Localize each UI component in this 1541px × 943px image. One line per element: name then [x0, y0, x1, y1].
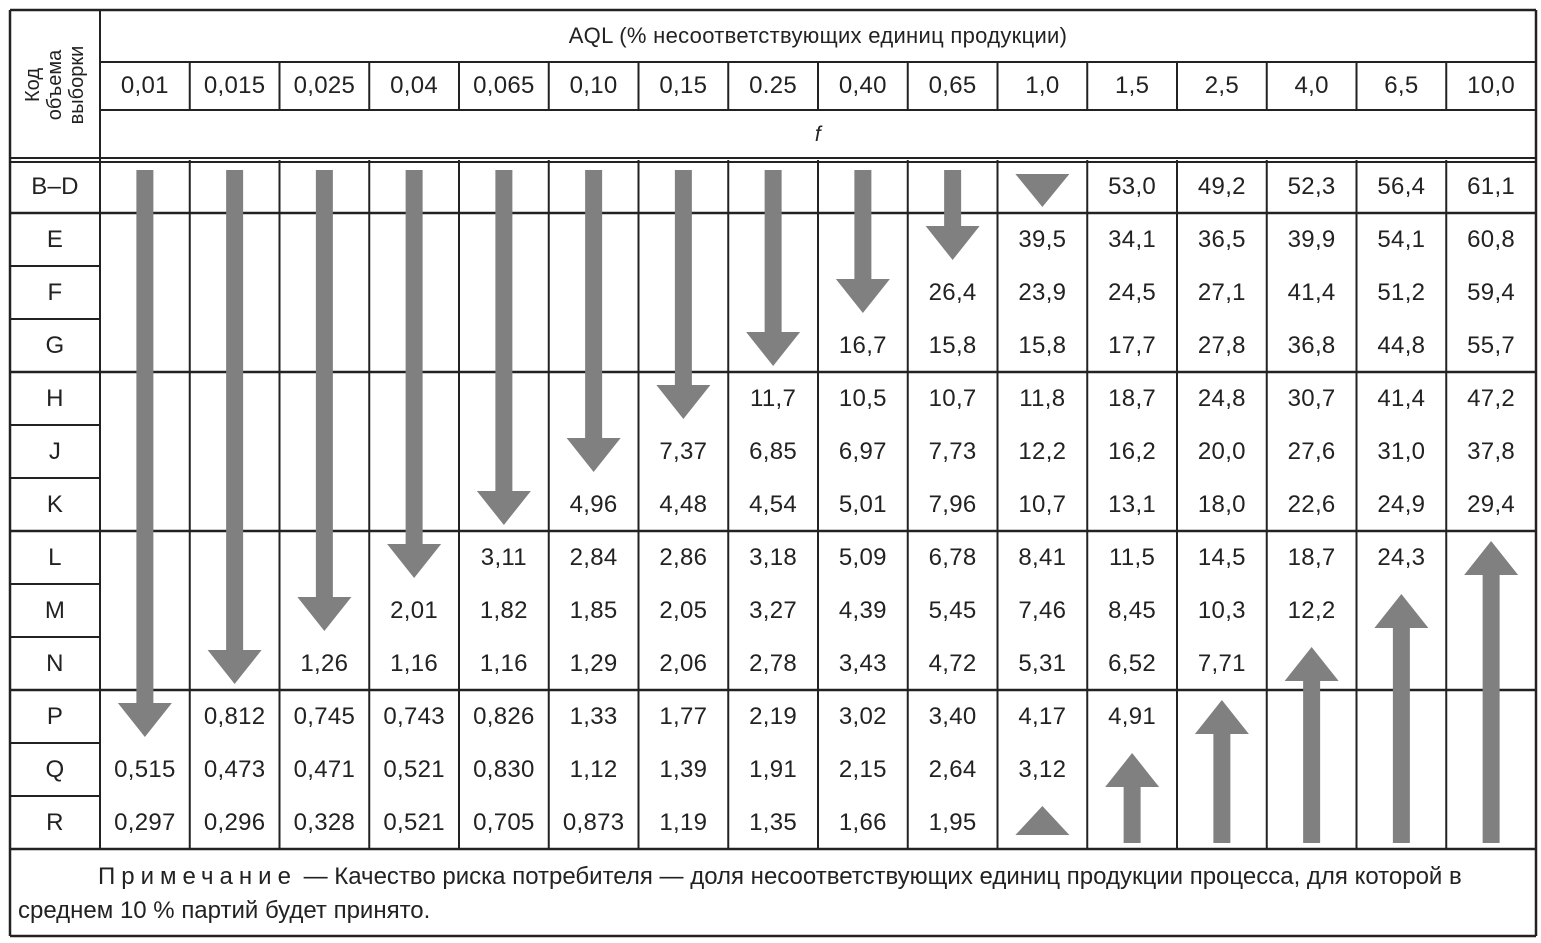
up-arrow-icon: [1015, 806, 1069, 835]
table-cell: 14,5: [1197, 543, 1246, 571]
table-cell: 2,15: [838, 755, 887, 783]
table-cell: 0,826: [473, 702, 535, 730]
aql-level-header: 0,01: [120, 72, 169, 99]
aql-title: AQL (% несоответствующих единиц продукции): [568, 23, 1068, 48]
table-cell: 37,8: [1467, 437, 1516, 465]
aql-level-header: 4,0: [1294, 72, 1329, 99]
table-cell: 11,7: [750, 384, 797, 412]
table-cell: 0,521: [383, 808, 445, 836]
table-cell: 18,7: [1287, 543, 1336, 571]
table-cell: 13,1: [1108, 490, 1157, 518]
table-cell: 26,4: [928, 278, 977, 306]
table-cell: 59,4: [1467, 278, 1516, 306]
table-cell: 61,1: [1467, 172, 1516, 200]
table-cell: 1,19: [659, 808, 708, 836]
table-cell: 2,01: [390, 596, 439, 624]
table-cell: 0,471: [293, 755, 356, 783]
table-cell: 1,66: [838, 808, 887, 836]
table-cell: 56,4: [1377, 172, 1426, 200]
row-code: N: [46, 649, 64, 677]
table-cell: 41,4: [1377, 384, 1426, 412]
aql-level-header: 0,025: [293, 72, 356, 99]
f-label: f: [814, 123, 822, 146]
up-arrow-icon: [1195, 700, 1249, 843]
table-cell: 2,84: [569, 543, 618, 571]
table-cell: 27,8: [1197, 331, 1246, 359]
table-cell: 2,78: [749, 649, 798, 677]
table-cell: 2,64: [928, 755, 977, 783]
table-cell: 54,1: [1377, 225, 1426, 253]
table-cell: 10,5: [838, 384, 887, 412]
table-cell: 4,96: [569, 490, 618, 518]
note-label: Примечание: [98, 863, 297, 890]
table-cell: 7,37: [659, 437, 708, 465]
table-cell: 60,8: [1467, 225, 1516, 253]
table-cell: 44,8: [1377, 331, 1426, 359]
table-cell: 39,5: [1018, 225, 1067, 253]
table-cell: 27,1: [1197, 278, 1246, 306]
table-cell: 6,97: [838, 437, 887, 465]
table-cell: 1,16: [390, 649, 439, 677]
row-code: R: [46, 808, 64, 836]
down-arrow-icon: [477, 170, 531, 525]
table-cell: 24,5: [1108, 278, 1157, 306]
table-cell: 0,515: [114, 755, 176, 783]
table-cell: 12,2: [1018, 437, 1067, 465]
table-cell: 18,0: [1197, 490, 1246, 518]
table-cell: 6,78: [928, 543, 977, 571]
aql-level-header: 6,5: [1384, 72, 1419, 99]
row-code: K: [46, 490, 64, 518]
table-cell: 22,6: [1287, 490, 1336, 518]
table-cell: 53,0: [1108, 172, 1157, 200]
table-cell: 36,5: [1197, 225, 1246, 253]
down-arrow-icon: [746, 170, 800, 366]
table-cell: 2,86: [659, 543, 708, 571]
row-header-label: Код объема выборки: [22, 45, 88, 125]
down-arrow-icon: [208, 170, 262, 684]
table-cell: 27,6: [1287, 437, 1336, 465]
row-code: E: [46, 225, 64, 253]
table-cell: 11,5: [1109, 543, 1156, 571]
table-cell: 8,45: [1108, 596, 1157, 624]
table-cell: 10,3: [1197, 596, 1246, 624]
table-cell: 3,43: [838, 649, 887, 677]
table-cell: 5,09: [838, 543, 887, 571]
table-cell: 23,9: [1018, 278, 1067, 306]
table-cell: 24,9: [1377, 490, 1426, 518]
table-cell: 1,29: [569, 649, 618, 677]
up-arrow-icon: [1374, 594, 1428, 843]
table-cell: 1,33: [569, 702, 618, 730]
table-cell: 4,54: [749, 490, 798, 518]
table-cell: 1,12: [569, 755, 618, 783]
aql-level-header: 0.25: [749, 72, 798, 99]
table-cell: 49,2: [1197, 172, 1246, 200]
table-cell: 3,12: [1018, 755, 1067, 783]
table-cell: 29,4: [1467, 490, 1516, 518]
table-cell: 24,3: [1377, 543, 1426, 571]
row-code: F: [47, 278, 63, 306]
table-cell: 30,7: [1287, 384, 1336, 412]
aql-level-header: 0,15: [659, 72, 708, 99]
row-code: Q: [45, 755, 65, 783]
table-cell: 0,873: [562, 808, 625, 836]
table-cell: 4,48: [659, 490, 708, 518]
row-code: L: [48, 543, 62, 571]
table-cell: 2,19: [749, 702, 798, 730]
row-code: P: [46, 702, 64, 730]
table-cell: 36,8: [1287, 331, 1336, 359]
table-cell: 1,82: [479, 596, 528, 624]
table-cell: 2,06: [659, 649, 708, 677]
table-cell: 7,46: [1018, 596, 1067, 624]
table-cell: 7,73: [928, 437, 977, 465]
table-cell: 4,91: [1108, 702, 1157, 730]
table-cell: 3,40: [928, 702, 977, 730]
table-cell: 34,1: [1108, 225, 1157, 253]
table-cell: 1,39: [659, 755, 708, 783]
table-cell: 6,52: [1108, 649, 1157, 677]
table-cell: 12,2: [1287, 596, 1336, 624]
table-cell: 3,18: [749, 543, 798, 571]
table-cell: 16,2: [1108, 437, 1157, 465]
table-cell: 1,91: [749, 755, 798, 783]
table-cell: 55,7: [1467, 331, 1516, 359]
aql-level-header: 10,0: [1467, 72, 1516, 99]
table-cell: 41,4: [1287, 278, 1336, 306]
table-cell: 0,705: [473, 808, 535, 836]
table-cell: 1,16: [479, 649, 528, 677]
table-cell: 0,745: [293, 702, 356, 730]
down-arrow-icon: [387, 170, 441, 578]
table-cell: 0,473: [203, 755, 266, 783]
row-code: J: [48, 437, 62, 465]
down-arrow-icon: [1015, 174, 1069, 207]
down-arrow-icon: [567, 170, 621, 472]
table-cell: 8,41: [1018, 543, 1067, 571]
row-code: M: [44, 596, 66, 624]
table-cell: 4,72: [928, 649, 977, 677]
table-cell: 15,8: [1018, 331, 1067, 359]
aql-level-header: 0,065: [473, 72, 535, 99]
row-code: H: [46, 384, 64, 412]
table-cell: 52,3: [1287, 172, 1336, 200]
table-cell: 17,7: [1108, 331, 1157, 359]
down-arrow-icon: [836, 170, 890, 313]
up-arrow-icon: [1105, 753, 1159, 843]
table-cell: 3,27: [749, 596, 798, 624]
table-cell: 4,17: [1018, 702, 1067, 730]
table-cell: 3,02: [838, 702, 887, 730]
down-arrow-icon: [926, 170, 980, 260]
up-arrow-icon: [1285, 647, 1339, 843]
table-cell: 20,0: [1197, 437, 1246, 465]
table-cell: 6,85: [749, 437, 798, 465]
table-cell: 24,8: [1197, 384, 1246, 412]
table-cell: 7,96: [928, 490, 977, 518]
down-arrow-icon: [297, 170, 351, 631]
table-cell: 5,45: [928, 596, 977, 624]
up-arrow-icon: [1464, 541, 1518, 843]
aql-level-header: 1,5: [1114, 72, 1150, 99]
table-cell: 1,95: [928, 808, 977, 836]
row-code: B–D: [31, 172, 79, 200]
table-cell: 0,812: [203, 702, 266, 730]
table-cell: 0,743: [383, 702, 445, 730]
table-cell: 11,8: [1019, 384, 1066, 412]
aql-level-header: 2,5: [1204, 72, 1239, 99]
table-cell: 4,39: [838, 596, 887, 624]
aql-level-header: 0,015: [203, 72, 266, 99]
down-arrow-icon: [656, 170, 710, 419]
table-cell: 18,7: [1108, 384, 1157, 412]
table-cell: 15,8: [928, 331, 977, 359]
table-cell: 16,7: [838, 331, 887, 359]
aql-level-header: 0,10: [569, 72, 618, 99]
table-cell: 1,26: [300, 649, 349, 677]
table-cell: 1,35: [749, 808, 798, 836]
table-cell: 5,31: [1018, 649, 1067, 677]
table-cell: 1,77: [659, 702, 708, 730]
aql-level-header: 0,04: [390, 72, 439, 99]
table-cell: 39,9: [1287, 225, 1336, 253]
table-cell: 10,7: [928, 384, 977, 412]
note-text: — Качество риска потребителя — доля несоответствующих единиц продукции процесса, для которой в среднем 10 % партий будет принято.: [18, 863, 1462, 924]
table-cell: 7,71: [1197, 649, 1246, 677]
down-arrow-icon: [118, 170, 172, 737]
table-cell: 0,297: [114, 808, 176, 836]
table-cell: 3,11: [480, 543, 527, 571]
table-cell: 0,521: [383, 755, 445, 783]
row-header-cell: [10, 10, 100, 160]
table-note: [18, 860, 1533, 928]
row-code: G: [45, 331, 65, 359]
table-cell: 0,830: [473, 755, 535, 783]
aql-level-header: 0,65: [928, 72, 977, 99]
table-cell: 1,85: [569, 596, 618, 624]
table-cell: 0,328: [293, 808, 356, 836]
table-cell: 5,01: [838, 490, 887, 518]
table-cell: 0,296: [203, 808, 266, 836]
table-cell: 47,2: [1467, 384, 1516, 412]
aql-level-header: 1,0: [1025, 72, 1060, 99]
table-cell: 10,7: [1018, 490, 1067, 518]
table-cell: 2,05: [659, 596, 708, 624]
table-cell: 31,0: [1377, 437, 1426, 465]
table-cell: 51,2: [1377, 278, 1426, 306]
aql-level-header: 0,40: [838, 72, 887, 99]
